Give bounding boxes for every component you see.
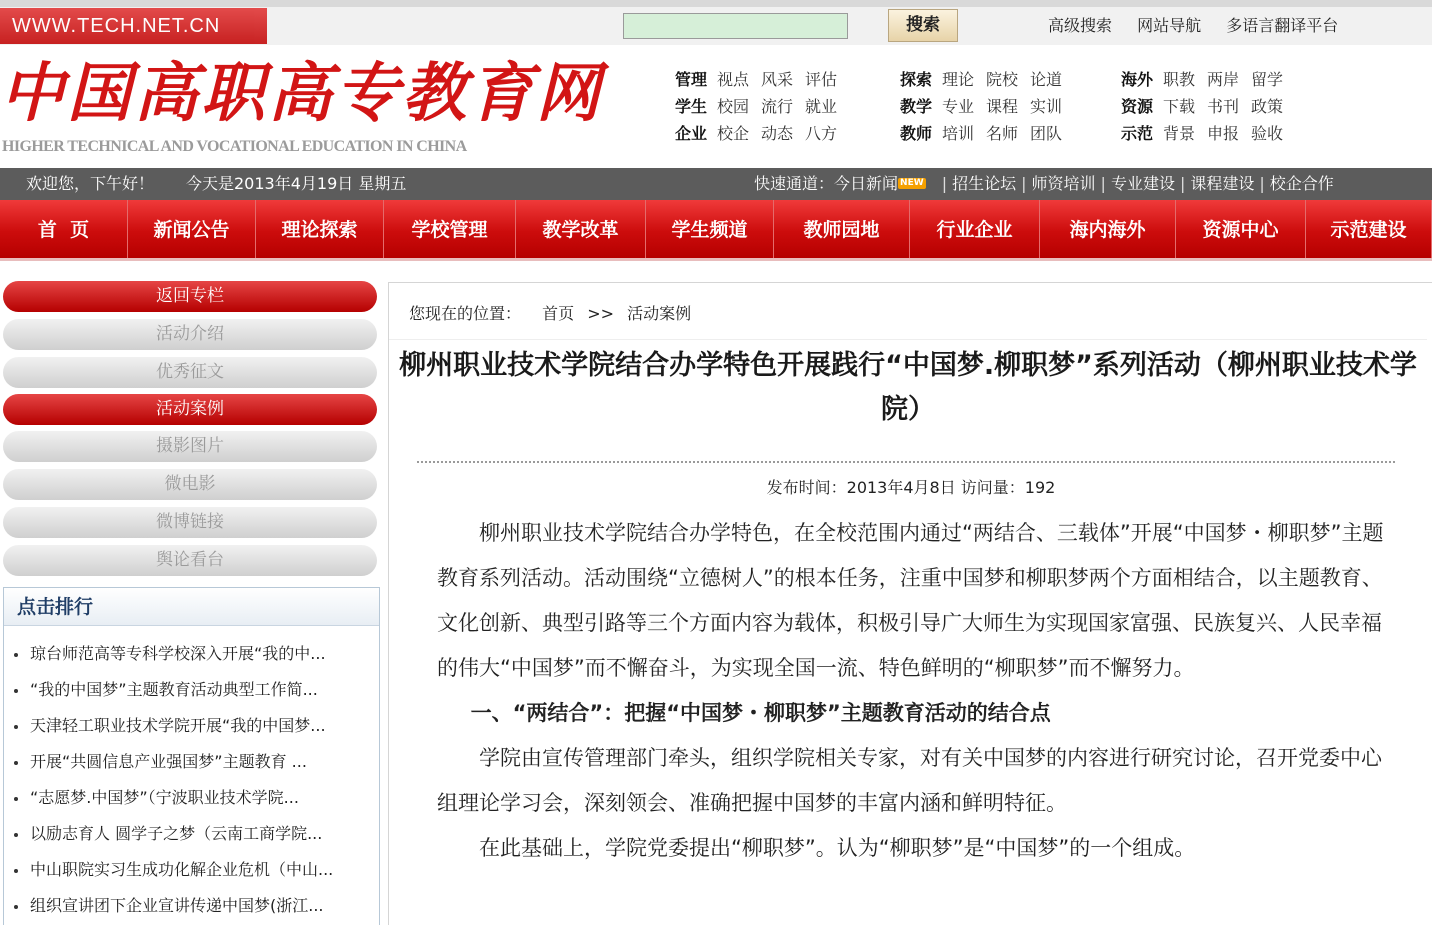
quick-nav-heading[interactable]: 企业 [675,124,708,143]
quick-nav-link[interactable]: 职教 [1163,70,1196,89]
fast-channel-label: 快速通道： [754,174,835,193]
top-links [1048,13,1358,36]
fast-channel [754,168,1334,200]
quick-nav-link[interactable]: 实训 [1030,97,1063,116]
logo-chinese: 中国高职高专教育网 [0,56,603,131]
quick-nav-link[interactable]: 视点 [717,70,750,89]
site-url-banner[interactable]: WWW.TECH.NET.CN [0,8,267,44]
click-ranking-box [3,587,380,925]
logo-english: HIGHER TECHNICAL AND VOCATIONAL EDUCATION IN CHINA [2,138,467,155]
quick-nav-group [900,96,1074,118]
quick-nav-link[interactable]: 课程 [986,97,1019,116]
quick-nav-link[interactable]: 风采 [761,70,794,89]
bullet-icon [14,761,18,765]
quick-nav-heading[interactable]: 示范 [1121,124,1154,143]
fast-link[interactable]: 招生论坛 [952,174,1017,193]
quick-nav [675,69,1405,150]
sidebar-item[interactable]: 优秀征文 [3,357,377,388]
fast-link[interactable]: 专业建设 [1110,174,1175,193]
breadcrumb-current[interactable]: 活动案例 [627,304,692,323]
quick-nav-link[interactable]: 申报 [1207,124,1240,143]
rank-item-title[interactable]: 开展“共圆信息产业强国梦”主题教育 ... [30,752,307,771]
article-paragraph: 柳州职业技术学院结合办学特色，在全校范围内通过“两结合、三载体”开展“中国梦・柳职梦”主题教育系列活动。活动围绕“立德树人”的根本任务，注重中国梦和柳职梦两个方面相结合，以主题教育、文化创新、典型引路等三个方面内容为载体，积极引导广大师生为实现国家富强、民族复兴、人民幸福的伟大“中国梦”而不懈奋斗，为实现全国一流、特色鲜明的“柳职梦”而不懈努力。 [437,521,1384,680]
rank-item[interactable] [4,712,379,748]
main-nav [0,200,1432,261]
nav-item[interactable]: 海内海外 [1040,200,1176,258]
rank-item-title[interactable]: 天津轻工职业技术学院开展“我的中国梦... [30,716,326,735]
quick-nav-link[interactable]: 名师 [986,124,1019,143]
article-paragraph: 学院由宣传管理部门牵头，组织学院相关专家，对有关中国梦的内容进行研究讨论，召开党委中心组理论学习会，深刻领会、准确把握中国梦的丰富内涵和鲜明特征。 [437,746,1382,815]
article-title: 柳州职业技术学院结合办学特色开展践行“中国梦.柳职梦”系列活动（柳州职业技术学院） [389,339,1427,436]
quick-nav-link[interactable]: 政策 [1251,97,1284,116]
quick-nav-link[interactable]: 书刊 [1207,97,1240,116]
fast-link[interactable]: 师资培训 [1031,174,1096,193]
advanced-search-link[interactable]: 高级搜索 [1048,16,1113,35]
quick-nav-link[interactable]: 校园 [717,97,750,116]
quick-nav-link[interactable]: 校企 [717,124,750,143]
article-meta: 发布时间：2013年4月8日 访问量：192 [766,478,1056,497]
breadcrumb-home-link[interactable]: 首页 [542,304,575,323]
welcome-bar [0,168,1432,200]
sidebar-item[interactable]: 舆论看台 [3,545,377,576]
site-logo[interactable] [0,52,603,160]
bullet-icon [14,797,18,801]
quick-nav-group [900,69,1074,91]
sidebar-item[interactable]: 活动案例 [3,394,377,425]
bullet-icon [14,869,18,873]
article-body [437,511,1387,871]
search-input[interactable] [623,13,848,39]
quick-nav-link[interactable]: 八方 [805,124,838,143]
sidebar-item[interactable]: 活动介绍 [3,319,377,350]
quick-nav-link[interactable]: 验收 [1251,124,1284,143]
bullet-icon [14,833,18,837]
bullet-icon [14,689,18,693]
fast-link-separator: | [1100,174,1106,193]
nav-item[interactable]: 首 页 [0,200,128,258]
nav-item[interactable]: 新闻公告 [128,200,256,258]
quick-nav-heading[interactable]: 探索 [900,70,933,89]
fast-link-separator: | [1021,174,1027,193]
fast-link-separator: | [1179,174,1186,193]
rank-item[interactable] [4,676,379,712]
rank-item-title[interactable]: 组织宣讲团下企业宣讲传递中国梦(浙江... [30,896,324,915]
sidebar-item[interactable]: 微博链接 [3,507,377,538]
rank-item-title[interactable]: 中山职院实习生成功化解企业危机（中山... [30,860,334,879]
article-paragraph: 在此基础上，学院党委提出“柳职梦”。认为“柳职梦”是“中国梦”的一个组成。 [479,836,1196,860]
fast-link-separator: | [1259,174,1265,193]
quick-nav-heading[interactable]: 教师 [900,124,933,143]
article-section-heading: 一、“两结合”：把握“中国梦・柳职梦”主题教育活动的结合点 [470,701,1051,725]
breadcrumb-separator: >> [587,304,615,323]
rank-item[interactable] [4,820,379,856]
bullet-icon [14,725,18,729]
quick-nav-heading[interactable]: 海外 [1121,70,1154,89]
quick-nav-row [675,123,1405,150]
rank-item[interactable] [4,640,379,676]
bullet-icon [14,653,18,657]
site-navigation-link[interactable]: 网站导航 [1137,16,1202,35]
fast-link-separator: | [941,174,948,193]
date-text: 今天是2013年4月19日 星期五 [186,174,407,193]
rank-item-title[interactable]: “我的中国梦”主题教育活动典型工作简... [30,680,318,699]
nav-item[interactable]: 教师园地 [774,200,910,258]
breadcrumb-label: 您现在的位置： [409,304,522,323]
quick-nav-link[interactable]: 团队 [1030,124,1063,143]
quick-nav-link[interactable]: 流行 [761,97,794,116]
quick-nav-heading[interactable]: 教学 [900,97,933,116]
quick-nav-link[interactable]: 理论 [942,70,975,89]
rank-list [4,626,379,925]
sidebar-item[interactable]: 摄影图片 [3,431,377,462]
quick-nav-group [675,69,849,91]
nav-item[interactable]: 教学改革 [516,200,646,258]
fast-link[interactable]: 课程建设 [1190,174,1255,193]
quick-nav-link[interactable]: 就业 [805,97,838,116]
quick-nav-link[interactable]: 下载 [1163,97,1196,116]
quick-nav-link[interactable]: 院校 [986,70,1019,89]
quick-nav-row [675,69,1405,96]
quick-nav-link[interactable]: 专业 [942,97,975,116]
breadcrumb [409,301,691,324]
nav-item[interactable]: 行业企业 [910,200,1040,258]
nav-item[interactable]: 示范建设 [1306,200,1432,258]
search-button[interactable]: 搜索 [888,9,958,42]
quick-nav-group [900,123,1074,145]
sidebar-item[interactable]: 微电影 [3,469,377,500]
sidebar-item[interactable]: 返回专栏 [3,281,377,312]
quick-nav-heading[interactable]: 资源 [1121,97,1154,116]
new-badge-icon: NEW [900,178,924,188]
bullet-icon [14,905,18,909]
quick-nav-heading[interactable]: 学生 [675,97,708,116]
quick-nav-row [675,96,1405,123]
rank-item[interactable] [4,784,379,820]
quick-nav-link[interactable]: 论道 [1030,70,1063,89]
quick-nav-link[interactable]: 留学 [1251,70,1284,89]
quick-nav-link[interactable]: 评估 [805,70,838,89]
fast-link-today-news[interactable]: 今日新闻 [834,174,899,193]
quick-nav-link[interactable]: 动态 [761,124,794,143]
quick-nav-link[interactable]: 培训 [942,124,975,143]
rank-item[interactable] [4,856,379,892]
rank-item-title[interactable]: 以励志育人 圆学子之梦（云南工商学院... [30,824,323,843]
quick-nav-group [675,123,849,145]
nav-item[interactable]: 学生频道 [646,200,774,258]
quick-nav-group [1121,96,1295,118]
greeting-text: 欢迎您，下午好！ [26,174,155,193]
rank-title: 点击排行 [4,588,379,626]
quick-nav-heading[interactable]: 管理 [675,70,708,89]
nav-item[interactable]: 学校管理 [384,200,516,258]
quick-nav-group [1121,69,1295,91]
quick-nav-group [1121,123,1295,145]
nav-item[interactable]: 资源中心 [1176,200,1306,258]
rank-item[interactable] [4,892,379,925]
divider [417,461,1395,463]
quick-nav-link[interactable]: 背景 [1163,124,1196,143]
article-panel [388,282,1432,925]
fast-link[interactable]: 校企合作 [1269,174,1334,193]
nav-item[interactable]: 理论探索 [256,200,384,258]
quick-nav-link[interactable]: 两岸 [1207,70,1240,89]
rank-item-title[interactable]: 琼台师范高等专科学校深入开展“我的中... [30,644,326,663]
quick-nav-group [675,96,849,118]
translation-platform-link[interactable]: 多语言翻译平台 [1226,16,1339,35]
rank-item-title[interactable]: “志愿梦.中国梦”（宁波职业技术学院... [30,788,299,807]
rank-item[interactable] [4,748,379,784]
